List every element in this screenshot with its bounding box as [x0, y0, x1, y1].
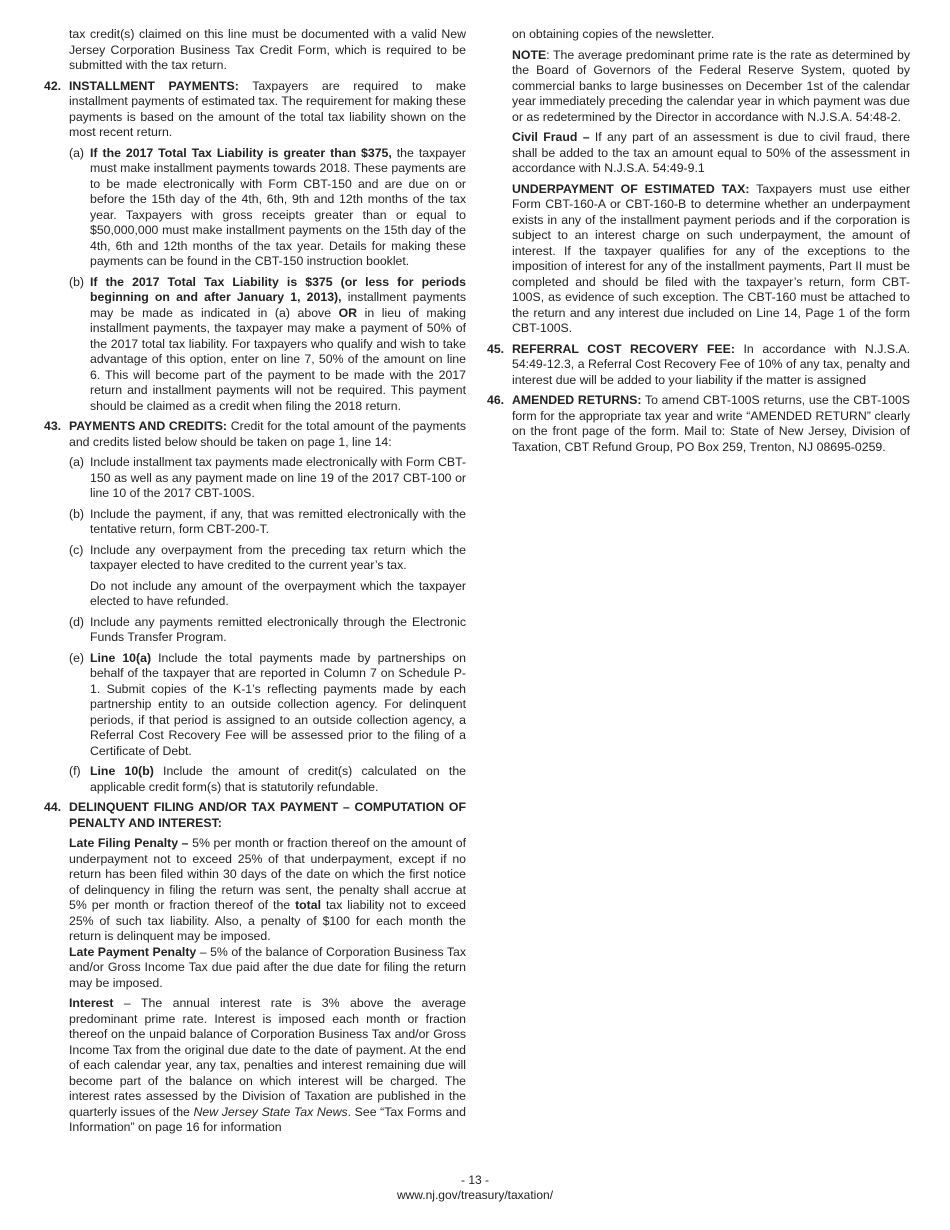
para-text: : The average predominant prime rate is the rate as determined by the Board of Governors of the Federal Reserve System, quoted by commercial banks to large businesses on December 1st of the calendar year immediately preceding the calendar year in which payment was due or as redetermined by the Director in accordance with N.J.S.A. 54:48-2.: [512, 47, 910, 124]
item-text: Include the amount of credit(s) calculated on the applicable credit form(s) that is statutorily refundable.: [90, 764, 466, 794]
para-text: – 5% of the balance of Corporation Business Tax and/or Gross Income Tax due paid after the due date for filing the return may be imposed.: [69, 944, 466, 990]
item-43a: [69, 455, 466, 502]
late-payment-penalty: [69, 945, 466, 992]
continued-text: tax credit(s) claimed on this line must be documented with a valid New Jersey Corporation Business Tax Credit Form, which is required to be submitted with the tax return.: [69, 27, 466, 72]
item-42b: [69, 275, 466, 415]
item-text: Include any overpayment from the preceding tax return which the taxpayer elected to have credited to the current year’s tax.: [90, 542, 466, 572]
item-bold-lead: If the 2017 Total Tax Liability is greater than $375,: [90, 145, 392, 160]
note-paragraph: [512, 48, 910, 126]
section-title: DELINQUENT FILING AND/OR TAX PAYMENT – COMPUTATION OF PENALTY AND INTEREST:: [69, 800, 466, 830]
item-label: (a): [69, 455, 85, 469]
item-label: (b): [69, 274, 85, 289]
continued-text: on obtaining copies of the newsletter.: [512, 27, 715, 41]
section-title: INSTALLMENT PAYMENTS:: [69, 78, 239, 93]
section-46-amended-returns: [487, 393, 910, 455]
item-43d: [69, 615, 466, 646]
section-text: To amend CBT-100S returns, use the CBT-100S form for the appropriate tax year and write “AMENDED RETURN” clearly on the front page of the form. Mail to: State of New Jersey, Division of Taxation, CBT Refund Group, PO Box 259, Trenton, NJ 08695-0259.: [512, 393, 910, 454]
para-bold-lead: Late Filing Penalty –: [69, 836, 189, 850]
item-43b: [69, 507, 466, 538]
section-text: In accordance with N.J.S.A. 54:49-12.3, a Referral Cost Recovery Fee of 10% of any tax, penalty and interest due will be added to your liability if the matter is assigned: [512, 341, 910, 387]
para-bold-lead: UNDERPAYMENT OF ESTIMATED TAX:: [512, 181, 750, 196]
section-44-delinquent-filing: [44, 800, 466, 831]
late-filing-penalty: [69, 836, 466, 945]
section-title: PAYMENTS AND CREDITS:: [69, 419, 227, 433]
right-column: [487, 27, 910, 460]
section-number: 42.: [44, 78, 62, 93]
item-text: Include installment tax payments made electronically with Form CBT-150 as well as any payment made on line 19 of the 2017 CBT-100 or line 10 of the 2017 CBT-100S.: [90, 455, 466, 500]
or-emphasis: OR: [338, 305, 358, 320]
left-column: [44, 27, 466, 1141]
interest-paragraph: [69, 996, 466, 1136]
item-label: (e): [69, 650, 85, 665]
para-bold-lead: NOTE: [512, 47, 547, 62]
civil-fraud-paragraph: [512, 130, 910, 177]
section-text: Credit for the total amount of the payments and credits listed below should be taken on page 1, line 14:: [69, 419, 466, 449]
item-43e: [69, 651, 466, 760]
underpayment-paragraph: [512, 182, 910, 337]
item-43f: [69, 764, 466, 795]
section-number: 44.: [44, 800, 62, 814]
item-text: Include the total payments made by partnerships on behalf of the taxpayer that are reported in Column 7 on Schedule P-1. Submit copies of the K-1’s reflecting payments made by each partnership entity to an outside collection agency. For delinquent periods, if that period is assigned to an outside collection agency, a Referral Cost Recovery Fee will be assessed prior to the filing of a Certificate of Debt.: [90, 650, 466, 758]
item-43c: [69, 543, 466, 574]
item-43c-note: Do not include any amount of the overpayment which the taxpayer elected to have refunded.: [90, 578, 466, 608]
section-number: 46.: [487, 393, 505, 407]
para-text: Taxpayers must use either Form CBT-160-A or CBT-160-B to determine whether an underpayment exists in any of the installment payment periods and if the corporation is subject to an interest charge on such underpayment, the amount of interest. If the taxpayer qualifies for any of the exceptions to the imposition of interest for any of the installment payments, Part II must be completed and should be filed with the taxpayer’s return, form CBT-100S, as evidence of such exception. The CBT-160 must be attached to the return and any interest due included on Line 14, Page 1 of the form CBT-100S.: [512, 181, 910, 335]
para-bold-lead: Late Payment Penalty: [69, 944, 197, 959]
para-text: . See “Tax Forms and Information” on page 16 for information: [69, 1104, 466, 1134]
item-label: (b): [69, 506, 85, 521]
item-bold-lead: Line 10(b): [90, 764, 154, 778]
item-label: (a): [69, 145, 85, 160]
item-bold-lead: If the 2017 Total Tax Liability is $375 (or less for periods beginning on and after January 1, 2013),: [90, 274, 466, 304]
item-label: (c): [69, 542, 84, 557]
section-title: REFERRAL COST RECOVERY FEE:: [512, 341, 735, 356]
section-number: 45.: [487, 341, 505, 356]
para-text: tax liability not to exceed 25% of such tax liability. Also, a penalty of $100 for each month the return is delinquent may be imposed.: [69, 898, 466, 943]
para-text: 5% per month or fraction thereof on the amount of underpayment not to exceed 25% of that underpayment, except if no return has been filed within 30 days of the date on which the first notice of delinquency in filing the return was sent, the penalty shall accrue at 5% per month or fraction thereof of the: [69, 836, 466, 912]
para-text: – The annual interest rate is 3% above the average predominant prime rate. Interest is imposed each month or fraction thereof on the unpaid balance of Corporation Business Tax and/or Gross Income Tax from the original due date to the date of payment. At the end of each calendar year, any tax, penalties and interest remaining due will become part of the balance on which interest will be charged. The interest rates assessed by the Division of Taxation are published in the quarterly issues of the: [69, 996, 466, 1119]
newsletter-title: New Jersey State Tax News: [193, 1104, 348, 1119]
item-text: Include the payment, if any, that was remitted electronically with the tentative return, form CBT-200-T.: [90, 506, 466, 536]
page-number: - 13 -: [460, 1173, 489, 1187]
footer-url[interactable]: www.nj.gov/treasury/taxation/: [396, 1188, 554, 1202]
section-number: 43.: [44, 419, 62, 433]
item-text: Include any payments remitted electronically through the Electronic Funds Transfer Program.: [90, 614, 466, 644]
section-43-payments-and-credits: [44, 419, 466, 450]
para-bold-lead: Civil Fraud –: [512, 130, 590, 144]
section-text: Taxpayers are required to make installment payments of estimated tax. The requirement for making these payments is based on the amount of the total tax liability shown on the most recent return.: [69, 78, 466, 139]
item-42a: [69, 146, 466, 270]
item-label: (f): [69, 764, 81, 778]
para-text: If any part of an assessment is due to civil fraud, there shall be added to the tax an amount equal to 50% of the assessment in accordance with N.J.S.A. 54:49-9.1: [512, 130, 910, 175]
para-bold-lead: Interest: [69, 996, 114, 1010]
item-text: in lieu of making installment payments, the taxpayer may make a payment of 50% of the 2017 total tax liability. For taxpayers who qualify and wish to take advantage of this option, enter on line 7, 50% of the amount on line 6. This will become part of the payment to be made with the 2017 return and installment payments will not be required. This payment should be claimed as a credit when filing the 2018 return.: [90, 305, 466, 413]
section-title: AMENDED RETURNS:: [512, 393, 642, 407]
section-42-installment-payments: [44, 79, 466, 141]
section-45-referral-cost-recovery-fee: [487, 342, 910, 389]
item-text: the taxpayer must make installment payments towards 2018. These payments are to be made electronically with Form CBT-150 and are due on or before the 15th day of the 4th, 6th, 9th and 12th months of the tax year. Taxpayers with gross receipts greater than or equal to $50,000,000 must make installment payments on the 15th day of the 4th, 6th and 12th months of the tax year. Details for making these payments can be found in the CBT-150 instruction booklet.: [90, 145, 466, 268]
item-bold-lead: Line 10(a): [90, 650, 152, 665]
item-label: (d): [69, 614, 85, 629]
item-text: installment payments may be made as indicated in (a) above: [90, 290, 466, 320]
total-emphasis: total: [295, 898, 322, 912]
